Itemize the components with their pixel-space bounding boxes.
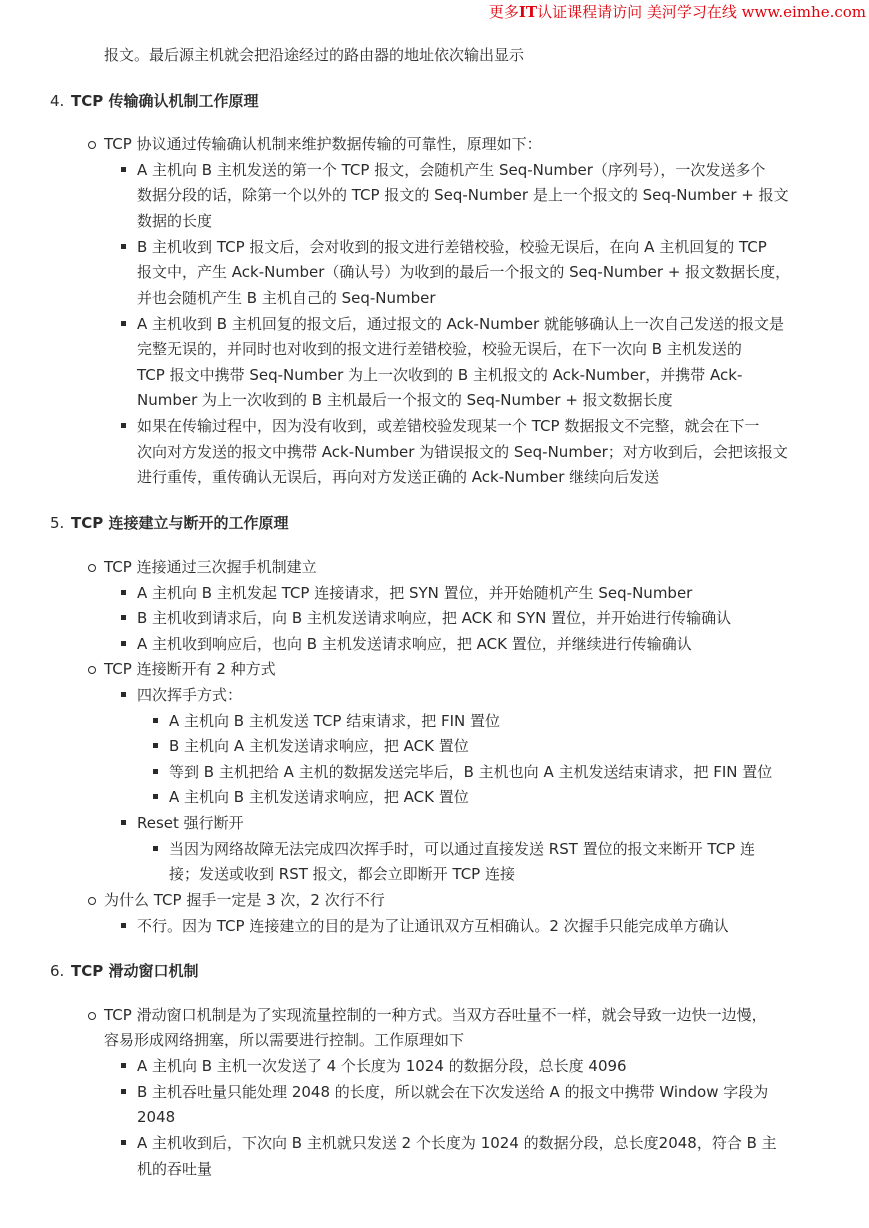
watermark-rest: 认证课程请访问 美河学习在线 www.eimhe.com <box>537 3 866 21</box>
bullet-circle <box>88 666 96 674</box>
bullet-square <box>121 1089 126 1094</box>
s5-handshake-1: A 主机向 B 主机发起 TCP 连接请求，把 SYN 置位，并开始随机产生 Seq-Number <box>137 584 693 602</box>
bullet-square <box>121 244 126 249</box>
section-5-number: 5. <box>50 514 65 532</box>
s6-item-3-line-2: 机的吞吐量 <box>137 1160 213 1178</box>
s4-item-2-line-2: 报文中，产生 Ack-Number（确认号）为收到的最后一个报文的 Seq-Number + 报文数据长度， <box>137 263 791 281</box>
section-4-number: 4. <box>50 92 65 110</box>
bullet-circle <box>88 564 96 572</box>
bullet-square <box>121 590 126 595</box>
s5-reset-label: Reset 强行断开 <box>137 814 244 832</box>
s5-four-way-1: A 主机向 B 主机发送 TCP 结束请求，把 FIN 置位 <box>169 712 501 730</box>
s5-four-way-3: 等到 B 主机把给 A 主机的数据发送完毕后，B 主机也向 A 主机发送结束请求，把 FIN 置位 <box>169 763 773 781</box>
s5-reset-line-2: 接；发送或收到 RST 报文，都会立即断开 TCP 连接 <box>169 865 515 883</box>
s4-item-3-line-3: TCP 报文中携带 Seq-Number 为上一次收到的 B 主机报文的 Ack-Number，并携带 Ack- <box>137 366 743 384</box>
bullet-square <box>121 820 126 825</box>
site-watermark <box>489 1 866 22</box>
bullet-square <box>121 641 126 646</box>
bullet-square <box>121 692 126 697</box>
section-4-title: TCP 传输确认机制工作原理 <box>71 92 259 110</box>
watermark-prefix: 更多 <box>488 3 519 21</box>
s5-four-way-label: 四次挥手方式： <box>137 686 243 704</box>
s6-item-2-line-1: B 主机吞吐量只能处理 2048 的长度，所以就会在下次发送给 A 的报文中携带 Window 字段为 <box>137 1083 769 1101</box>
section-5-title: TCP 连接建立与断开的工作原理 <box>71 514 289 532</box>
bullet-square <box>121 321 126 326</box>
s4-item-4-line-2: 次向对方发送的报文中携带 Ack-Number 为错误报文的 Seq-Number；对方收到后，会把该报文 <box>137 443 788 461</box>
s4-item-1-line-3: 数据的长度 <box>137 212 213 230</box>
s6-item-1: A 主机向 B 主机一次发送了 4 个长度为 1024 的数据分段，总长度 4096 <box>137 1057 627 1075</box>
s6-para-line-2: 容易形成网络拥塞，所以需要进行控制。工作原理如下 <box>104 1031 465 1049</box>
bullet-square <box>153 769 158 774</box>
s4-item-4-line-1: 如果在传输过程中，因为没有收到，或差错校验发现某一个 TCP 数据报文不完整，就会在下一 <box>137 417 760 435</box>
bullet-square <box>153 794 158 799</box>
s4-item-2-line-3: 并也会随机产生 B 主机自己的 Seq-Number <box>137 289 436 307</box>
bullet-circle <box>88 897 96 905</box>
section-6-title: TCP 滑动窗口机制 <box>71 962 199 980</box>
bullet-circle <box>88 141 96 149</box>
bullet-circle <box>88 1012 96 1020</box>
section-5-heading <box>50 511 288 536</box>
s5-handshake-2: B 主机收到请求后，向 B 主机发送请求响应，把 ACK 和 SYN 置位，并开始进行传输确认 <box>137 609 732 627</box>
bullet-square <box>121 615 126 620</box>
s5-para-1: TCP 连接通过三次握手机制建立 <box>104 558 317 576</box>
s5-para-2: TCP 连接断开有 2 种方式 <box>104 660 276 678</box>
bullet-square <box>121 1140 126 1145</box>
s5-why-answer: 不行。因为 TCP 连接建立的目的是为了让通讯双方互相确认。2 次握手只能完成单方确认 <box>137 917 729 935</box>
s4-item-4-line-3: 进行重传，重传确认无误后，再向对方发送正确的 Ack-Number 继续向后发送 <box>137 468 660 486</box>
s6-item-3-line-1: A 主机收到后，下次向 B 主机就只发送 2 个长度为 1024 的数据分段，总长度2048，符合 B 主 <box>137 1134 777 1152</box>
s4-para: TCP 协议通过传输确认机制来维护数据传输的可靠性，原理如下： <box>104 135 542 153</box>
s4-item-1-line-1: A 主机向 B 主机发送的第一个 TCP 报文，会随机产生 Seq-Number（序列号），一次发送多个 <box>137 161 766 179</box>
s4-item-3-line-1: A 主机收到 B 主机回复的报文后，通过报文的 Ack-Number 就能够确认上一次自己发送的报文是 <box>137 315 784 333</box>
s4-item-3-line-4: Number 为上一次收到的 B 主机最后一个报文的 Seq-Number + 报文数据长度 <box>137 391 673 409</box>
bullet-square <box>153 846 158 851</box>
s5-para-3: 为什么 TCP 握手一定是 3 次，2 次行不行 <box>104 891 385 909</box>
s5-four-way-4: A 主机向 B 主机发送请求响应，把 ACK 置位 <box>169 788 469 806</box>
s5-reset-line-1: 当因为网络故障无法完成四次挥手时，可以通过直接发送 RST 置位的报文来断开 TCP 连 <box>169 840 755 858</box>
bullet-square <box>153 743 158 748</box>
section-6-heading <box>50 959 198 984</box>
s4-item-3-line-2: 完整无误的，并同时也对收到的报文进行差错校验，校验无误后，在下一次向 B 主机发送的 <box>137 340 742 358</box>
s4-item-2-line-1: B 主机收到 TCP 报文后，会对收到的报文进行差错校验，校验无误后，在向 A 主机回复的 TCP <box>137 238 767 256</box>
section-4-heading <box>50 89 258 114</box>
bullet-square <box>153 718 158 723</box>
bullet-square <box>121 423 126 428</box>
s6-item-2-line-2: 2048 <box>137 1108 176 1126</box>
bullet-square <box>121 167 126 172</box>
s6-para-line-1: TCP 滑动窗口机制是为了实现流量控制的一种方式。当双方吞吐量不一样，就会导致一边快一边慢， <box>104 1006 767 1024</box>
s5-handshake-3: A 主机收到响应后，也向 B 主机发送请求响应，把 ACK 置位，并继续进行传输确认 <box>137 635 692 653</box>
s4-item-1-line-2: 数据分段的话，除第一个以外的 TCP 报文的 Seq-Number 是上一个报文的 Seq-Number + 报文 <box>137 186 789 204</box>
intro-line: 报文。最后源主机就会把沿途经过的路由器的地址依次输出显示 <box>104 46 525 64</box>
bullet-square <box>121 923 126 928</box>
section-6-number: 6. <box>50 962 65 980</box>
s5-four-way-2: B 主机向 A 主机发送请求响应，把 ACK 置位 <box>169 737 469 755</box>
bullet-square <box>121 1063 126 1068</box>
watermark-it: IT <box>518 3 538 21</box>
